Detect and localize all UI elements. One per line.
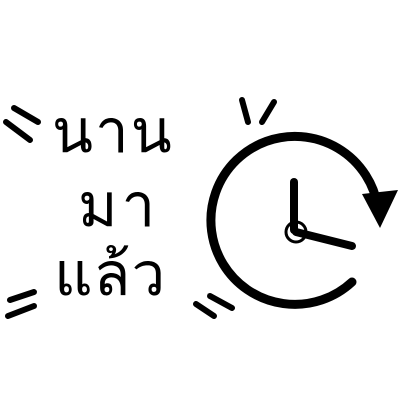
arrow-head-icon [362,190,398,228]
sticker-text-line-3: แล้ว [54,240,167,310]
motion-lines-top-left [6,108,38,140]
sticker-text-line-2: มา [78,171,160,241]
clock-with-circular-arrow-icon [211,136,398,304]
motion-lines-bottom-right [196,296,232,316]
motion-lines-bottom-left [8,292,34,316]
motion-lines-top-right [242,100,274,122]
sticker-text-line-1: นาน [52,97,174,167]
